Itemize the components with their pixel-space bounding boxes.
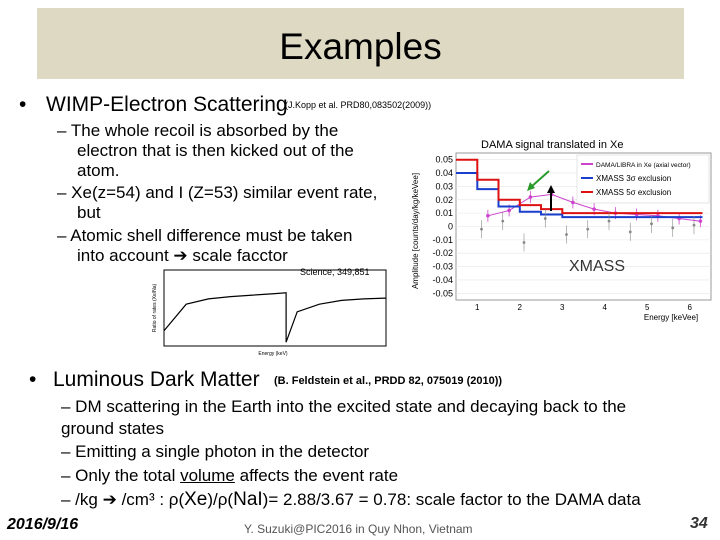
science-reference: Science, 349,851 (300, 267, 370, 277)
bullet-2-line-1: – DM scattering in the Earth into the excited state and decaying back to the (61, 397, 627, 416)
bullet-2-line-5-a: – /kg (61, 490, 98, 509)
data-point (650, 222, 653, 225)
ratio-plot-svg (148, 268, 390, 358)
data-point (586, 228, 589, 231)
dama-caption: DAMA signal translated in Xe (481, 139, 624, 151)
xmass-x-tick-label: 2 (517, 303, 522, 312)
bullet-2-line-3: – Emitting a single photon in the detector (61, 442, 370, 461)
xmass-chart-svg (409, 151, 714, 323)
data-point (501, 220, 504, 223)
ratio-plot (148, 268, 390, 358)
right-arrow-icon-2: ➔ (102, 490, 117, 509)
xmass-y-tick-label: 0.04 (435, 168, 453, 179)
data-point (480, 228, 483, 231)
bullet-2-marker: • (29, 368, 37, 391)
ratio-plot-xlabel: Energy (keV) (258, 351, 288, 357)
data-point (671, 226, 674, 229)
data-point (544, 217, 547, 220)
bullet-1-line-7-text: into account (77, 246, 169, 265)
bullet-1-marker: • (19, 93, 27, 116)
bullet-1-scale-text: scale facctor (192, 246, 288, 265)
bullet-2-line-5-nai: NaI (233, 489, 263, 510)
bullet-1-line-3: atom. (77, 161, 120, 180)
xmass-x-tick-label: 3 (560, 303, 565, 312)
footer-page-number: 34 (690, 515, 708, 532)
xmass-y-tick-label: -0.03 (432, 261, 453, 272)
xmass-legend-label: XMASS 5σ exclusion (596, 188, 672, 197)
xmass-y-tick-label: 0.02 (435, 194, 453, 205)
xmass-y-tick-label: 0.01 (435, 208, 453, 219)
xmass-watermark: XMASS (569, 258, 626, 275)
xmass-xlabel: Energy [keVee] (643, 313, 699, 322)
ratio-curve (164, 293, 386, 342)
xmass-chart (409, 151, 714, 323)
ratio-plot-frame (164, 270, 386, 346)
bullet-1-title: WIMP-Electron Scattering (46, 93, 288, 116)
bullet-2-line-5-xe: Xe (184, 489, 208, 510)
xmass-y-tick-label: 0 (447, 221, 453, 232)
bullet-2-line-5-f: )= 2.88/3.67 = 0.78: scale factor to the DAMA data (262, 490, 641, 509)
xmass-x-tick-label: 6 (687, 303, 692, 312)
data-point (565, 233, 568, 236)
bullet-2-line-2: ground states (61, 419, 165, 438)
slide-title: Examples (279, 26, 442, 67)
data-point (693, 224, 696, 227)
bullet-1-line-2: electron that is then kicked out of the (77, 141, 354, 160)
bullet-1-line-1: – The whole recoil is absorbed by the (57, 121, 339, 140)
bullet-1-reference: (J.Kopp et al. PRD80,083502(2009)) (285, 100, 432, 110)
right-arrow-icon: ➔ (173, 246, 188, 265)
bullet-1-line-7 (77, 246, 288, 266)
xmass-x-tick-label: 1 (475, 303, 480, 312)
xmass-y-tick-label: -0.04 (432, 274, 453, 285)
bullet-2-line-5 (61, 489, 641, 511)
bullet-2-line-4-c: affects the event rate (234, 466, 399, 485)
bullet-1-line-6: – Atomic shell difference must be taken (57, 226, 353, 245)
bullet-2-line-4-a: – Only the total (61, 466, 181, 485)
bullet-2-line-4 (61, 465, 398, 487)
xmass-x-tick-label: 4 (602, 303, 607, 312)
footer-credit: Y. Suzuki@PIC2016 in Quy Nhon, Vietnam (244, 522, 473, 536)
data-point (523, 241, 526, 244)
xmass-y-tick-label: 0.03 (435, 181, 453, 192)
xmass-ylabel: Amplitude [counts/day/kg/keVee] (411, 172, 420, 290)
title-banner (37, 8, 684, 79)
data-point (629, 230, 632, 233)
xmass-legend-label: DAMA/LIBRA in Xe (axial vector) (596, 162, 691, 169)
bullet-2-line-4-volume: volume (180, 466, 235, 485)
bullet-2-reference: (B. Feldstein et al., PRDD 82, 075019 (2010)) (274, 375, 503, 387)
footer-date: 2016/9/16 (7, 516, 79, 533)
ratio-plot-ylabel: Ratio of rates (Xe/Na) (152, 283, 158, 333)
bullet-2-title: Luminous Dark Matter (53, 368, 260, 391)
xmass-legend-label: XMASS 3σ exclusion (596, 174, 672, 183)
xmass-y-tick-label: 0.05 (435, 154, 453, 165)
xmass-y-tick-label: -0.01 (432, 234, 453, 245)
bullet-2-line-5-b: /cm³ : ρ( (121, 490, 185, 509)
xmass-x-tick-label: 5 (645, 303, 650, 312)
xmass-y-tick-label: -0.05 (432, 288, 453, 299)
data-point (608, 220, 611, 223)
bullet-2-line-5-d: )/ρ( (207, 490, 234, 509)
xmass-y-tick-label: -0.02 (432, 248, 453, 259)
bullet-1-line-4: – Xe(z=54) and I (Z=53) similar event rate, (57, 183, 378, 202)
bullet-1-line-5: but (77, 203, 101, 222)
